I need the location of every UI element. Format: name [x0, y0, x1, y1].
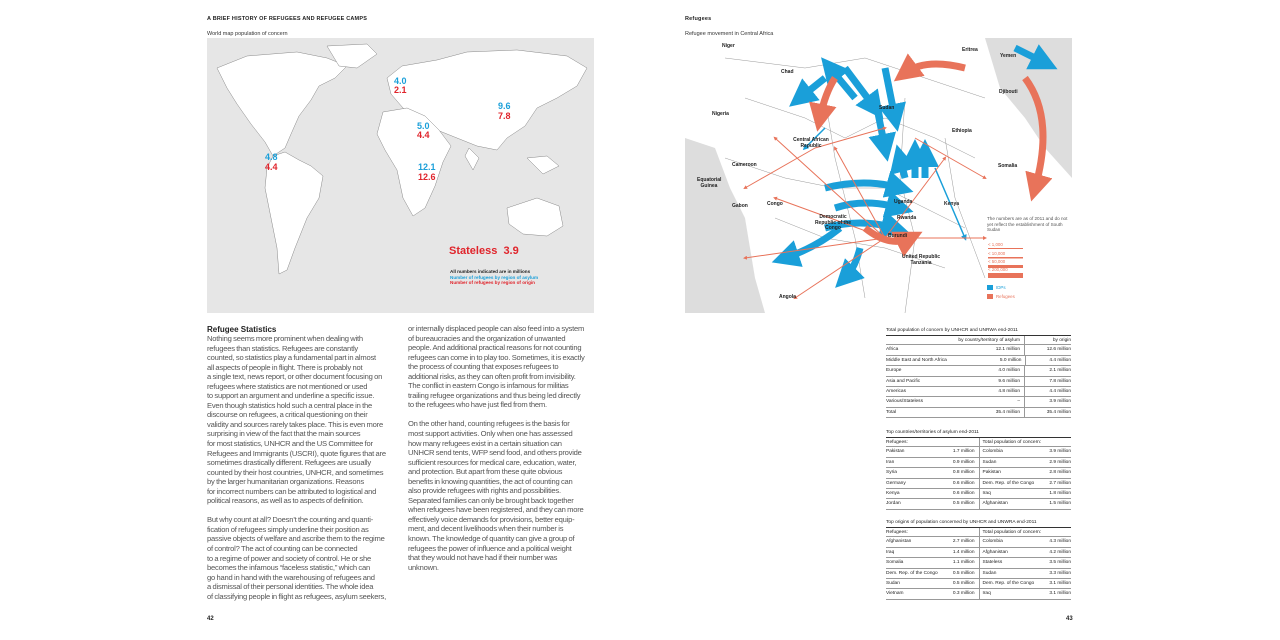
table-row — [886, 366, 1071, 376]
country-cell: Colombia — [982, 449, 1003, 455]
text-line: known. The knowledge of quantity can give a group of — [408, 534, 575, 544]
country-cell: Afghanistan — [982, 549, 1008, 555]
legend-units: All numbers indicated are in millions — [450, 269, 531, 274]
table-cell: 12.6 million — [1046, 347, 1071, 353]
stateless-label: Stateless — [449, 245, 498, 257]
table-cell: 9.6 million — [943, 377, 1025, 386]
map-note: The numbers are as of 2011 and do not yet reflect the establishment of South Sudan — [987, 216, 1068, 233]
running-head-right: Refugees — [685, 16, 712, 22]
text-line: a single text, news report, or other document focusing on — [207, 372, 383, 382]
paragraph-gap — [207, 506, 402, 516]
map-caption: World map population of concern — [207, 31, 288, 37]
text-line: Separated families can only be brought back together — [408, 495, 574, 505]
table-row — [886, 499, 1071, 509]
text-line: The conflict in eastern Congo is infamous for militias — [408, 381, 569, 391]
asia-asylum: 9.6 — [498, 101, 511, 111]
text-line: counted, so statistics play a fundamental part in almost — [207, 353, 376, 363]
table-cell: 35.4 million — [943, 408, 1025, 417]
text-line: to a regime of power and society of control. He or she — [207, 553, 371, 563]
table-half — [979, 499, 1072, 508]
table-row — [886, 489, 1071, 499]
country-cell: Pakistan — [982, 470, 1001, 476]
table-cell: Middle East and North Africa — [886, 357, 947, 363]
table-cell: 4.4 million — [1049, 357, 1071, 363]
country-cell: Stateless — [982, 560, 1003, 566]
table-half — [979, 458, 1072, 467]
country-cell: Iraq — [886, 549, 895, 555]
country-cell: Dem. Rep. of the Congo — [886, 570, 938, 576]
header-cell — [886, 438, 979, 446]
table-half — [886, 479, 979, 488]
country-cell: Vietnam — [886, 591, 904, 597]
table-half — [979, 579, 1072, 588]
label-car: Central African Republic — [793, 137, 829, 149]
text-line: surprising in view of the fact that the main sources — [207, 429, 361, 439]
table-row — [886, 408, 1071, 418]
table-top-origins — [886, 518, 1071, 600]
header-cell — [979, 438, 1072, 446]
text-line: Even though statistics hold such a central place in the — [207, 400, 372, 410]
value-cell: 3.9 million — [1049, 449, 1071, 455]
table-row — [886, 387, 1071, 397]
value-cell: 0.6 million — [952, 490, 975, 496]
text-line: sometimes drastically different. Refugees are usually — [207, 458, 371, 468]
value-cell: 0.3 million — [952, 591, 975, 597]
text-line: benefits in knowing quantities, the act of counting can — [408, 476, 573, 486]
text-line: people. And additional practical reasons for not counting — [408, 343, 582, 353]
header-label: Refugees: — [886, 440, 908, 445]
text-line: political reasons, as well as to aspects of definition. — [207, 496, 364, 506]
label-nigeria: Nigeria — [712, 111, 729, 117]
table-half — [886, 558, 979, 567]
mena-origin: 4.4 — [417, 130, 430, 140]
label-gabon: Gabon — [732, 203, 748, 209]
table-row — [886, 537, 1071, 547]
value-cell: 2.8 million — [1049, 470, 1071, 476]
value-cell: 1.5 million — [1049, 501, 1071, 507]
text-line: refugees can come in to play too. Sometimes, it is exactly — [408, 352, 585, 362]
country-cell: Dem. Rep. of the Congo — [982, 580, 1035, 586]
header-cell — [979, 528, 1072, 536]
value-cell: 4.2 million — [1049, 549, 1071, 555]
value-cell: 3.1 million — [1049, 591, 1071, 597]
text-line: by the larger humanitarian organizations. Reasons — [207, 477, 364, 487]
central-africa-map-graphic — [685, 38, 1072, 313]
legend-origin: Number of refugees by region of origin — [450, 280, 535, 286]
value-cell: 0.5 million — [952, 501, 975, 507]
text-line: But why count at all? Doesn’t the counting and quanti- — [207, 515, 374, 525]
table-half — [886, 589, 979, 598]
map-caption-right: Refugee movement in Central Africa — [685, 31, 774, 37]
stateless-figure — [449, 245, 519, 257]
text-line: becomes the infamous “faceless statistic,” which can — [207, 563, 371, 573]
country-cell: Pakistan — [886, 449, 905, 455]
americas-origin: 4.4 — [265, 162, 278, 172]
table-half — [886, 548, 979, 557]
text-line: refugees where statistics are not mentioned or used — [207, 381, 368, 391]
table-population-of-concern — [886, 326, 1071, 418]
text-line: unknown. — [408, 562, 439, 572]
label-somalia: Somalia — [998, 163, 1018, 169]
text-line: to support an argument and underline a specific issue. — [207, 391, 375, 401]
table-cell: Americas — [886, 388, 906, 394]
text-line: of classifying people in flight as refugees, asylum seekers, — [207, 591, 387, 601]
table-title: Top countries/territories of asylum end-2011 — [886, 430, 979, 435]
country-cell: Somalia — [886, 560, 904, 566]
text-line: fication of refugees simply underline their position as — [207, 524, 369, 534]
text-line: Refugees and Immigrants (USCRI), quote figures that are — [207, 448, 386, 458]
value-cell: 1.8 million — [1049, 490, 1071, 496]
country-cell: Iraq — [982, 591, 991, 597]
text-line: for most statistics, UNHCR and the US Committee for — [207, 439, 373, 449]
country-cell: Sudan — [886, 580, 900, 586]
value-cell: 3.5 million — [1049, 560, 1071, 566]
table-cell: 4.8 million — [943, 387, 1025, 396]
text-line: how many refugees exist in a certain situation can — [408, 438, 562, 448]
text-line: that they would not have had if their number was — [408, 553, 558, 563]
stateless-value: 3.9 — [503, 245, 519, 257]
value-cell: 0.8 million — [952, 470, 975, 476]
table-half — [886, 499, 979, 508]
value-cell: 0.5 million — [952, 570, 975, 576]
text-line: all aspects of people in flight. There is probably not — [207, 362, 363, 372]
table-row — [886, 345, 1071, 355]
table-half — [979, 479, 1072, 488]
asia-origin: 7.8 — [498, 111, 511, 121]
table-cell: 4.0 million — [943, 366, 1025, 375]
table-row — [886, 397, 1071, 407]
label-tanzania: United Republic Tanzania — [901, 254, 941, 266]
table-row — [886, 468, 1071, 478]
text-line: the process of counting that exposes refugees to — [408, 362, 559, 372]
africa-asylum: 12.1 — [418, 162, 436, 172]
value-cell: 3.3 million — [1049, 570, 1071, 576]
country-cell: Colombia — [982, 539, 1003, 545]
value-cell: 1.7 million — [952, 449, 975, 455]
table-row — [886, 458, 1071, 468]
table-half — [886, 579, 979, 588]
text-line: refugees than statistics. Refugees are constantly — [207, 343, 358, 353]
value-cell: 2.7 million — [1049, 480, 1071, 486]
label-uganda: Uganda — [894, 199, 913, 205]
label-drc: Democratic Republic of the Congo — [814, 214, 852, 231]
text-line: counted by their host countries, UNHCR, and sometimes — [207, 467, 384, 477]
table-half — [886, 447, 979, 456]
scale-4: < 200,000 — [988, 267, 1008, 272]
text-line: effectively voice demands for provisions, better equip- — [408, 514, 575, 524]
text-line: Nothing seems more prominent when dealing with — [207, 334, 363, 343]
label-sudan: Sudan — [879, 105, 895, 111]
table-half — [886, 468, 979, 477]
table-top-asylum — [886, 428, 1071, 510]
value-cell: 2.9 million — [1049, 459, 1071, 465]
table-half — [979, 468, 1072, 477]
label-congo: Congo — [767, 201, 783, 207]
country-cell: Iraq — [982, 490, 991, 496]
text-line: On the other hand, counting refugees is the basis for — [408, 419, 570, 429]
table-row — [886, 447, 1071, 457]
label-eritrea: Eritrea — [962, 47, 978, 53]
country-cell: Iran — [886, 459, 895, 465]
table-cell: 12.1 million — [943, 345, 1025, 354]
table-row — [886, 377, 1071, 387]
label-ethiopia: Ethiopia — [952, 128, 972, 134]
africa-origin: 12.6 — [418, 172, 436, 182]
table-row — [886, 479, 1071, 489]
body-column-2 — [408, 324, 603, 572]
table-header — [886, 437, 1071, 447]
table-row — [886, 589, 1071, 599]
header-blank — [886, 336, 943, 344]
country-cell: Jordan — [886, 501, 901, 507]
table-half — [979, 558, 1072, 567]
header-origin: by origin — [1052, 338, 1071, 343]
table-title: Total population of concern by UNHCR and UNRWA end-2011 — [886, 328, 1018, 333]
value-cell: 3.1 million — [1049, 580, 1071, 586]
label-equatorial-guinea: Equatorial Guinea — [697, 177, 722, 189]
text-line: and protection. But apart from these quite obvious — [408, 467, 563, 477]
table-row — [886, 558, 1071, 568]
text-line: ment, and decent livelihoods when their number is — [408, 524, 564, 534]
country-cell: Syria — [886, 470, 897, 476]
text-line: or internally displaced people can also feed into a system — [408, 324, 585, 333]
table-header — [886, 335, 1071, 345]
scale-2: < 10,000 — [988, 251, 1006, 256]
legend-idps: IDPs — [996, 285, 1006, 290]
country-cell: Afghanistan — [886, 539, 912, 545]
table-half — [979, 447, 1072, 456]
label-burundi: Burundi — [888, 233, 908, 239]
map-legend — [450, 269, 538, 286]
table-cell: 2.1 million — [1049, 368, 1071, 374]
europe-origin: 2.1 — [394, 85, 407, 95]
value-cell: 2.7 million — [952, 539, 975, 545]
value-cell: 0.5 million — [952, 580, 975, 586]
table-row — [886, 579, 1071, 589]
table-cell: Africa — [886, 347, 899, 353]
table-title: Top origins of population concerned by UNHCR and UNWRA end-2011 — [886, 520, 1037, 525]
country-cell: Sudan — [982, 459, 997, 465]
header-label: Total population of concern: — [982, 530, 1042, 535]
text-line: of bureaucracies and the organization of unwanted — [408, 333, 566, 343]
table-cell: Asia and Pacific — [886, 378, 921, 384]
text-line: validity and sources rarely takes place. This is even more — [207, 419, 383, 429]
header-label: Total population of concern: — [982, 440, 1042, 445]
table-cell: 35.4 million — [1046, 409, 1071, 415]
table-cell: – — [943, 397, 1025, 406]
label-cameroon: Cameroon — [732, 162, 757, 168]
country-cell: Kenya — [886, 490, 900, 496]
table-row — [886, 356, 1071, 366]
text-line: sufficient resources for medical care, education, water, — [408, 457, 577, 467]
text-line: discourse on refugees, a critical questioning on their — [207, 410, 368, 420]
table-half — [979, 569, 1072, 578]
scale-3: < 50,000 — [988, 259, 1006, 264]
label-angola: Angola — [779, 294, 796, 300]
country-cell: Sudan — [982, 570, 997, 576]
table-row — [886, 569, 1071, 579]
central-africa-map — [685, 38, 1072, 313]
text-line: refugees the power of influence and a political weight — [408, 543, 572, 553]
table-header — [886, 527, 1071, 537]
label-niger: Niger — [722, 43, 735, 49]
header-cell — [886, 528, 979, 536]
table-half — [886, 537, 979, 546]
paragraph-gap — [408, 410, 603, 420]
country-cell: Dem. Rep. of the Congo — [982, 480, 1035, 486]
europe-asylum: 4.0 — [394, 76, 407, 86]
table-cell: 3.9 million — [1049, 399, 1071, 405]
label-rwanda: Rwanda — [897, 215, 917, 221]
table-cell: Various/Stateless — [886, 399, 923, 405]
table-cell: 5.0 million — [947, 356, 1027, 365]
table-cell: Total — [886, 409, 897, 415]
table-half — [979, 548, 1072, 557]
label-djibouti: Djibouti — [999, 89, 1018, 95]
label-kenya: Kenya — [944, 201, 960, 207]
page-number-right: 43 — [1066, 616, 1073, 622]
header-asylum: by country/territory of asylum — [943, 336, 1025, 344]
world-map — [207, 38, 594, 313]
text-line: additional risks, as they can often profit from invisibility. — [408, 371, 576, 381]
running-head: A BRIEF HISTORY OF REFUGEES AND REFUGEE CAMPS — [207, 16, 368, 22]
body-column-1 — [207, 334, 402, 601]
text-line: UNHCR send tents, WFP send food, and others provide — [408, 448, 582, 458]
value-cell: 1.4 million — [952, 549, 975, 555]
legend-asylum: Number of refugees by region of asylum — [450, 274, 539, 280]
country-cell: Afghanistan — [982, 501, 1008, 507]
text-line: trailing refugee organizations and thus being led directly — [408, 390, 581, 400]
table-half — [886, 458, 979, 467]
mena-asylum: 5.0 — [417, 121, 430, 131]
table-half — [979, 489, 1072, 498]
label-chad: Chad — [781, 69, 794, 75]
header-label: Refugees: — [886, 530, 908, 535]
americas-asylum: 4.8 — [265, 152, 278, 162]
label-yemen: Yemen — [1000, 53, 1017, 59]
table-cell: 4.4 million — [1049, 388, 1071, 394]
value-cell: 1.1 million — [952, 560, 975, 566]
value-cell: 0.6 million — [952, 480, 975, 486]
text-line: of control? The act of counting can be connected — [207, 544, 358, 554]
country-cell: Germany — [886, 480, 906, 486]
text-line: most support activities. Only when one has assessed — [408, 429, 573, 439]
text-line: a dismissal of their personal identities. The whole idea — [207, 582, 374, 592]
section-heading: Refugee Statistics — [207, 325, 277, 334]
table-half — [979, 537, 1072, 546]
text-line: also provide refugees with rights and possibilities. — [408, 486, 561, 496]
table-half — [886, 569, 979, 578]
scale-1: < 1,000 — [988, 242, 1003, 247]
table-cell: 7.8 million — [1049, 378, 1071, 384]
text-line: passive objects of welfare and ascribe them to the regime — [207, 534, 385, 544]
page-number-left: 42 — [207, 616, 214, 622]
table-row — [886, 548, 1071, 558]
legend-refugees: Refugees — [996, 294, 1015, 299]
table-half — [886, 489, 979, 498]
text-line: for incorrect numbers can be attributed to logistical and — [207, 486, 377, 496]
value-cell: 4.3 million — [1049, 539, 1071, 545]
text-line: when refugees have been registered, and they can more — [408, 505, 584, 515]
text-line: go hand in hand with the warehousing of refugees and — [207, 572, 375, 582]
value-cell: 0.9 million — [952, 459, 975, 465]
table-half — [979, 589, 1072, 598]
text-line: to the refugees who have just fled from them. — [408, 400, 547, 410]
table-cell: Europe — [886, 368, 902, 374]
